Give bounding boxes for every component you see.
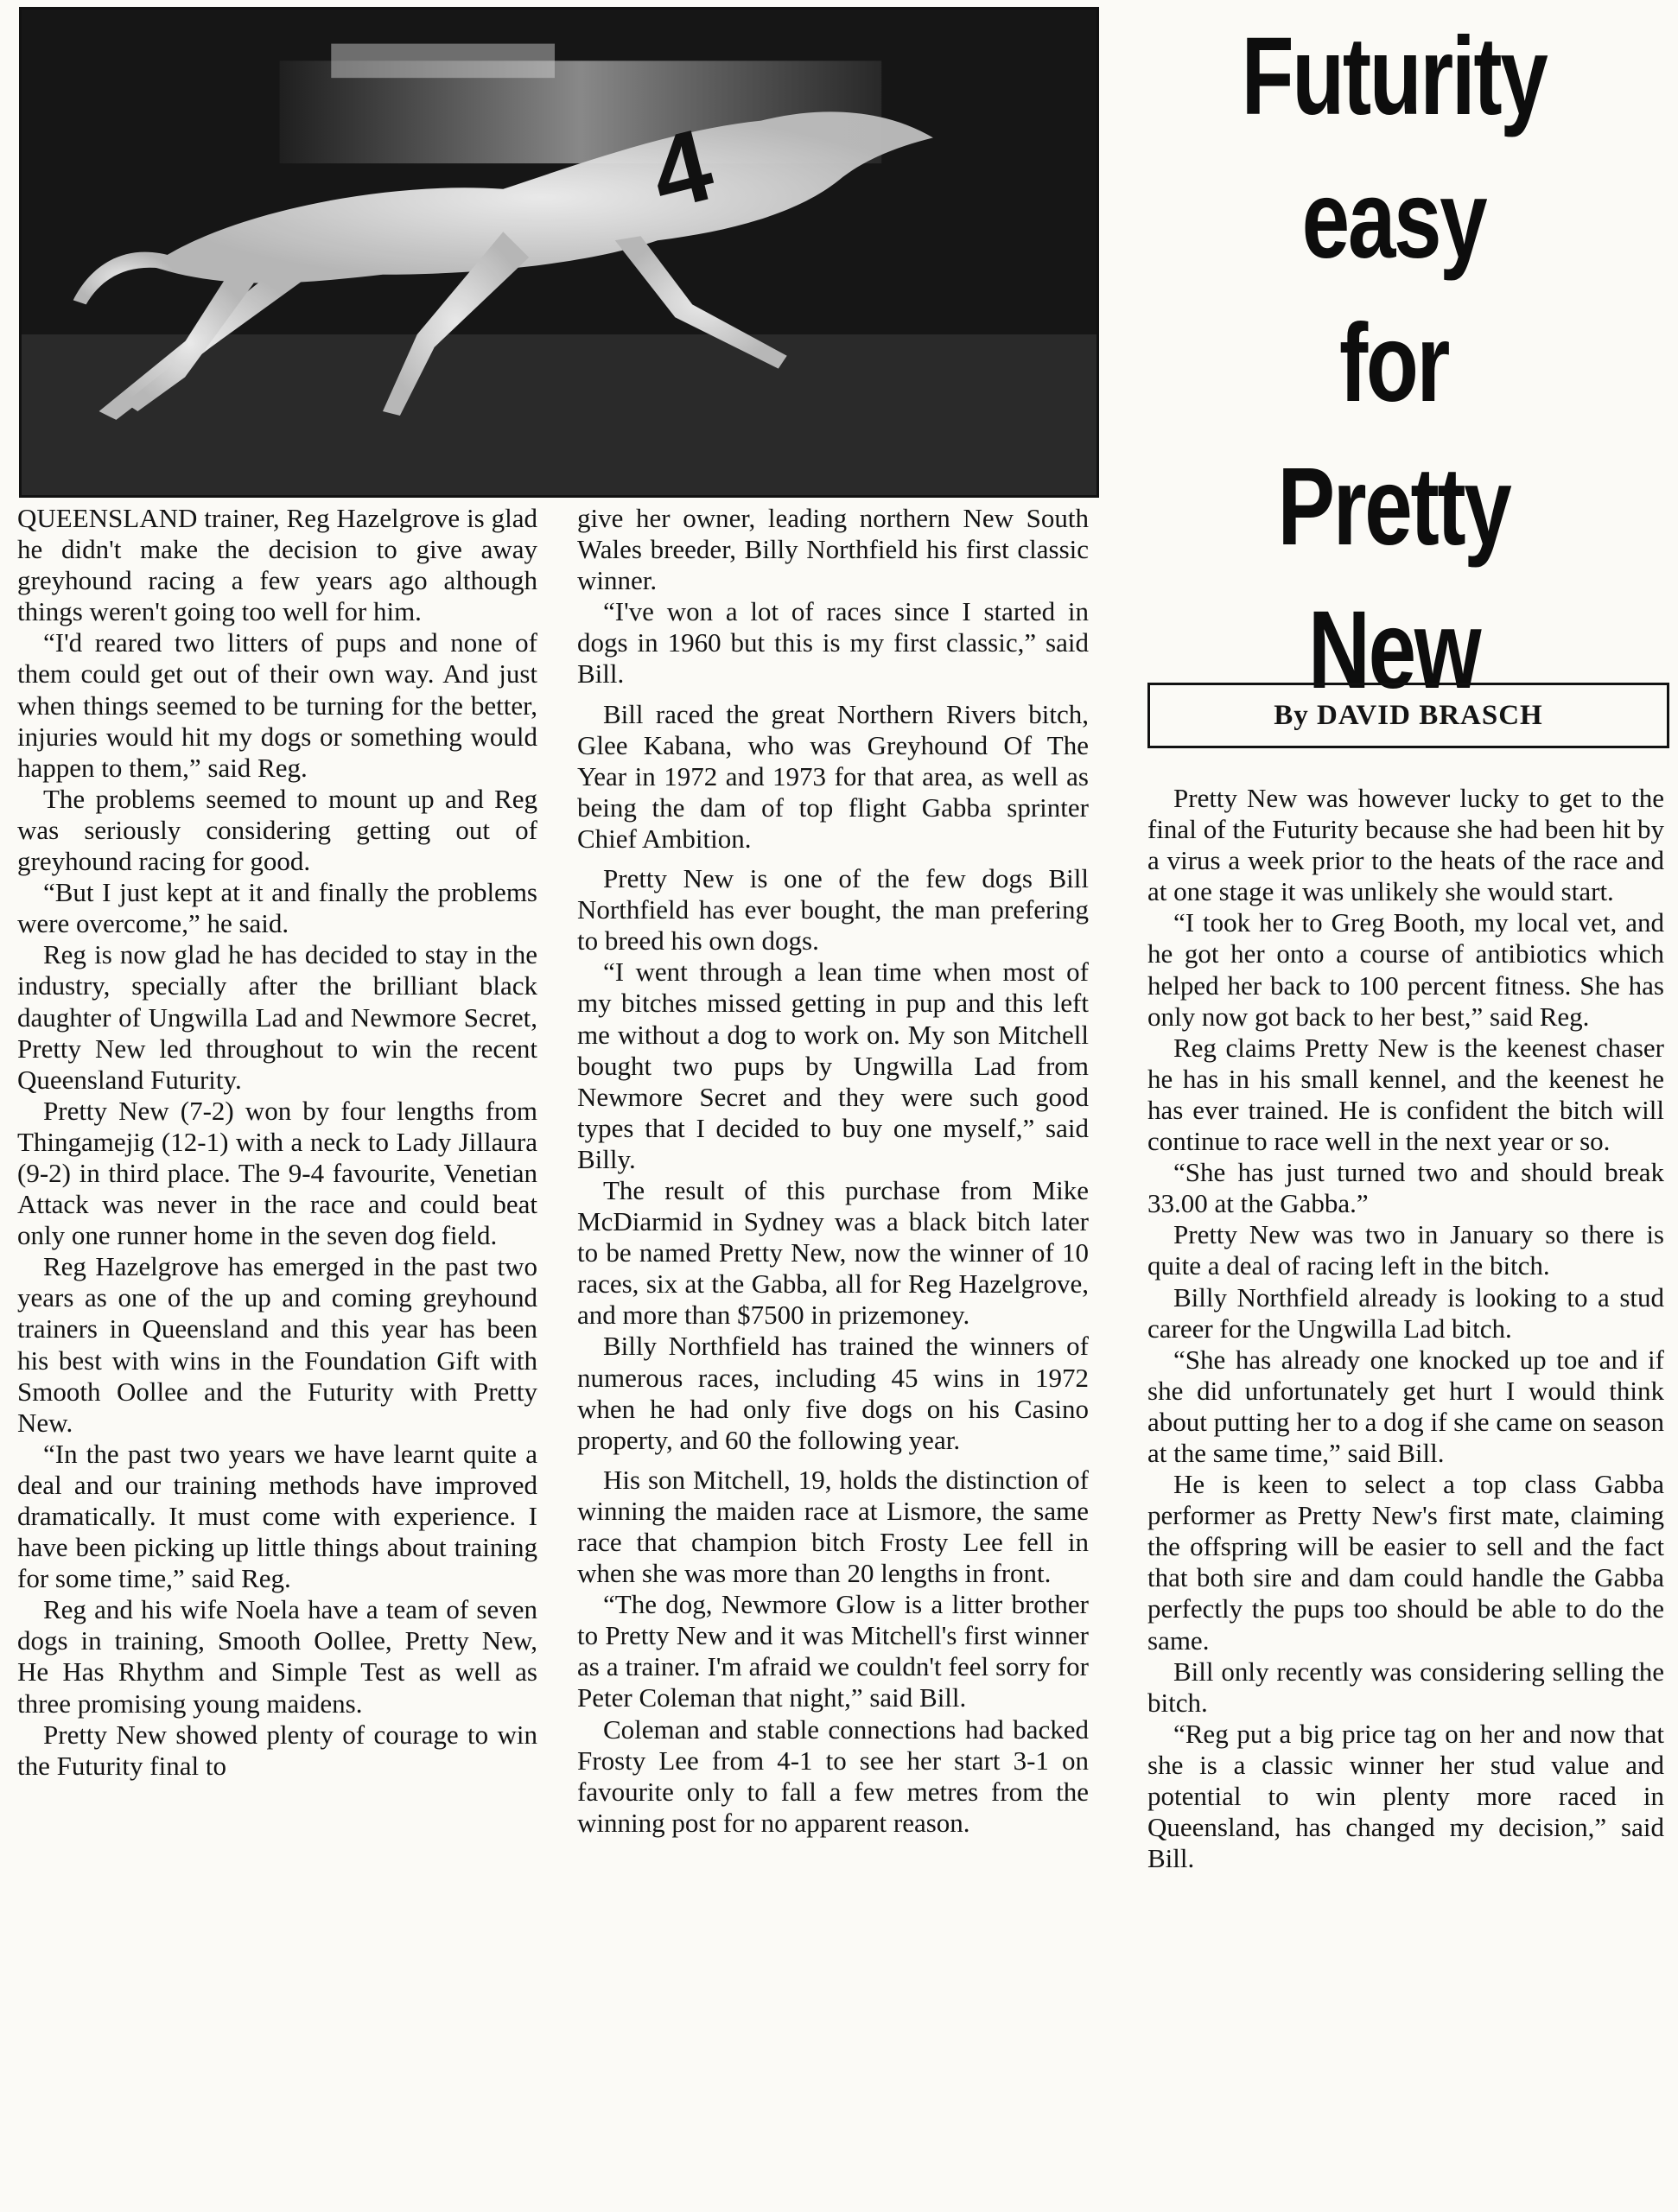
paragraph: “Reg put a big price tag on her and now that she is a classic winner her stud value and potential to win plenty more raced in Queensland, has changed my decision,” said Bill. (1147, 1718, 1664, 1874)
paragraph: “She has already one knocked up toe and if she did unfortunately get hurt I would think about putting her to a dog if she came on season at the same time,” said Bill. (1147, 1344, 1664, 1468)
paragraph: “I've won a lot of races since I started in dogs in 1960 but this is my first classic,” said Bill. (577, 596, 1089, 690)
greyhound-race-photo-icon (22, 10, 1096, 495)
headline-line: New (1307, 588, 1480, 712)
paragraph: give her owner, leading northern New South Wales breeder, Billy Northfield his first classic winner. (577, 503, 1089, 596)
article-column-2 (577, 503, 1089, 1839)
paragraph: Pretty New was however lucky to get to the final of the Futurity because she had been hit by a virus a week prior to the heats of the race and at one stage it was unlikely she would start. (1147, 783, 1664, 907)
paragraph: Reg and his wife Noela have a team of seven dogs in training, Smooth Oollee, Pretty New, He Has Rhythm and Simple Test as well as three promising young maidens. (17, 1594, 537, 1719)
paragraph: “She has just turned two and should break 33.00 at the Gabba.” (1147, 1157, 1664, 1219)
bib-number: 4 (639, 107, 724, 232)
paragraph: “I took her to Greg Booth, my local vet, and he got her onto a course of antibiotics which helped her back to 100 percent fitness. She has only now got back to her best,” said Reg. (1147, 907, 1664, 1032)
paragraph: Pretty New (7-2) won by four lengths from Thingamejig (12-1) with a neck to Lady Jillaura (9-2) in third place. The 9-4 favourite, Venetian Attack was never in the race and could beat only one runner home in the seven dog field. (17, 1095, 537, 1251)
article-column-3 (1147, 783, 1664, 1874)
paragraph: Bill only recently was considering selling the bitch. (1147, 1656, 1664, 1718)
paragraph: Bill raced the great Northern Rivers bitch, Glee Kabana, who was Greyhound Of The Year in 1972 and 1973 for that area, as well as being the dam of top flight Gabba sprinter Chief Ambition. (577, 698, 1089, 854)
headline-line: easy (1301, 158, 1486, 282)
paragraph: “But I just kept at it and finally the problems were overcome,” he said. (17, 877, 537, 939)
headline-line: for (1338, 302, 1449, 425)
greyhound-race-photo (19, 7, 1099, 498)
paragraph: Reg claims Pretty New is the keenest chaser he has in his small kennel, and the keenest he has ever trained. He is confident the bitch will continue to race well in the next year or so. (1147, 1032, 1664, 1157)
paragraph: “I went through a lean time when most of my bitches missed getting in pup and this left me without a dog to work on. My son Mitchell bought two pups by Ungwilla Lad from Newmore Secret and they were such good types that I decided to buy one myself,” said Billy. (577, 957, 1089, 1174)
paragraph: The problems seemed to mount up and Reg was seriously considering getting out of greyhound racing for good. (17, 783, 537, 877)
paragraph: His son Mitchell, 19, holds the distinction of winning the maiden race at Lismore, the same race that champion bitch Frosty Lee fell in when she was more than 20 lengths in front. (577, 1464, 1089, 1589)
paragraph: Pretty New showed plenty of courage to win the Futurity final to (17, 1719, 537, 1781)
paragraph: QUEENSLAND trainer, Reg Hazelgrove is glad he didn't make the decision to give away greyhound racing a few years ago although things weren't going too well for him. (17, 503, 537, 627)
paragraph: Reg Hazelgrove has emerged in the past two years as one of the up and coming greyhound trainers in Queensland and this year has been his best with wins in the Foundation Gift with Smooth Oollee and the Futurity with Pretty New. (17, 1251, 537, 1438)
paragraph: The result of this purchase from Mike McDiarmid in Sydney was a black bitch later to be named Pretty New, now the winner of 10 races, six at the Gabba, all for Reg Hazelgrove, and more than $7500 in prizemoney. (577, 1174, 1089, 1331)
paragraph: “The dog, Newmore Glow is a litter brother to Pretty New and it was Mitchell's first winner as a trainer. I'm afraid we couldn't feel sorry for Peter Coleman that night,” said Bill. (577, 1589, 1089, 1713)
article-column-1 (17, 503, 537, 1782)
paragraph: Coleman and stable connections had backed Frosty Lee from 4-1 to see her start 3-1 on favourite only to fall a few metres from the winning post for no apparent reason. (577, 1713, 1089, 1838)
paragraph: Pretty New was two in January so there is quite a deal of racing left in the bitch. (1147, 1219, 1664, 1281)
paragraph: He is keen to select a top class Gabba performer as Pretty New's first mate, claiming the offspring will be easier to sell and the fact that both sire and dam could handle the Gabba perfectly the pups too should be able to do the same. (1147, 1469, 1664, 1656)
paragraph: “I'd reared two litters of pups and none of them could get out of their own way. And just when things seemed to be turning for the better, injuries would hit my dogs or something would happen to them,” said Reg. (17, 627, 537, 783)
paragraph: “In the past two years we have learnt quite a deal and our training methods have improved dramatically. It must come with experience. I have been picking up little things about training for some time,” said Reg. (17, 1438, 537, 1594)
paragraph: Pretty New is one of the few dogs Bill Northfield has ever bought, the man prefering to breed his own dogs. (577, 863, 1089, 957)
headline-line: Futurity (1241, 15, 1547, 138)
byline: By DAVID BRASCH (1147, 683, 1669, 748)
paragraph: Billy Northfield has trained the winners of numerous races, including 45 wins in 1972 when he had only five dogs on his Casino property, and 60 the following year. (577, 1331, 1089, 1455)
paragraph: Billy Northfield already is looking to a stud career for the Ungwilla Lad bitch. (1147, 1281, 1664, 1344)
headline-line: Pretty (1277, 445, 1510, 569)
headline (1188, 5, 1599, 722)
paragraph: Reg is now glad he has decided to stay in the industry, specially after the brilliant black daughter of Ungwilla Lad and Newmore Secret, Pretty New led throughout to win the recent Queensland Futurity. (17, 939, 537, 1095)
